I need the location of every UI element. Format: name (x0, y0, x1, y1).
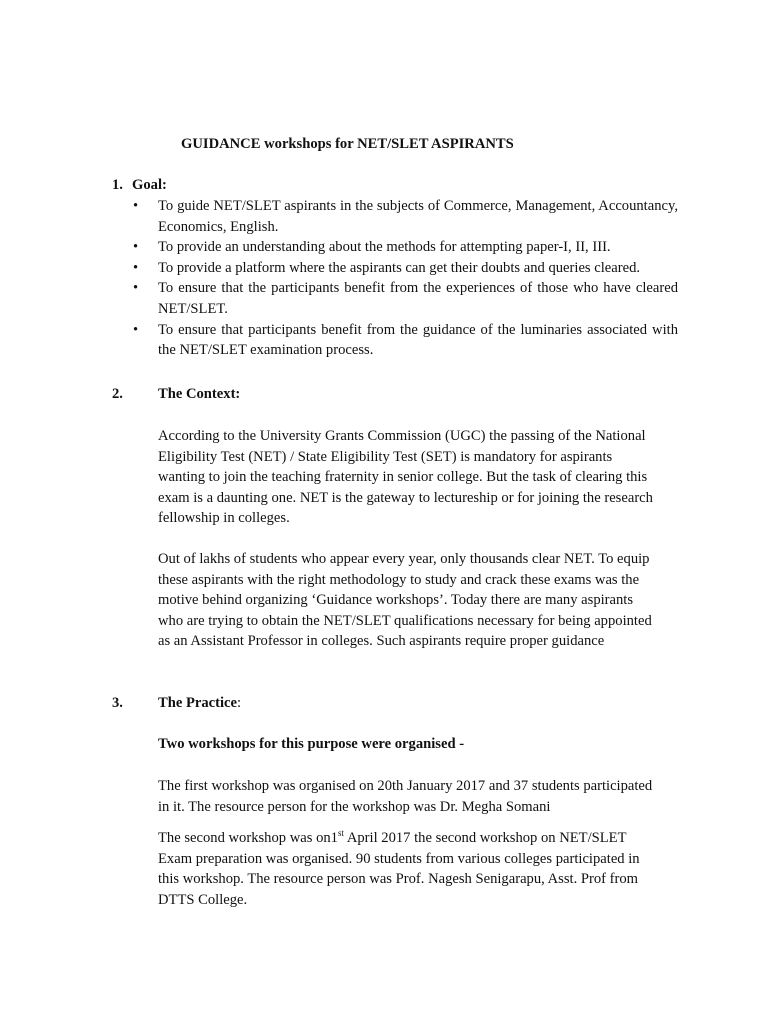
ordinal-suffix: st (337, 828, 344, 838)
goal-item: • To guide NET/SLET aspirants in the subjects of Commerce, Management, Accountancy, Economics, English. (133, 198, 678, 235)
bullet-icon: • (133, 321, 139, 338)
section-title: The Practice (158, 695, 238, 711)
section-practice-heading: 3. The Practice: (112, 693, 241, 714)
bullet-icon: • (133, 198, 139, 214)
bullet-icon: • (133, 280, 139, 297)
section-number: 3. (112, 695, 123, 711)
goal-item: • To ensure that the participants benefit from the experiences of those who have cleared NET/SLET. (133, 280, 678, 317)
bullet-icon: • (133, 239, 139, 256)
goal-list (133, 196, 678, 361)
section-number: 2. (112, 386, 123, 402)
section-title: The Context: (158, 386, 241, 402)
practice-paragraph-1: The first workshop was organised on 20th January 2017 and 37 students participated in it. The resource person for the workshop was Dr. Megha Somani (158, 778, 653, 815)
context-paragraph-2: Out of lakhs of students who appear every year, only thousands clear NET. To equip these aspirants with the right methodology to study and crack these exams was the motive behind organizing ‘Guidance workshops’. Today there are many aspirants who are trying to obtain the NET/SLET qualifications necessary for being appointed as an Assistant Professor in colleges. Such aspirants require proper guidance (158, 551, 652, 650)
practice-paragraph-2: The second workshop was on1st April 2017 the second workshop on NET/SLET Exam preparation was organised. 90 students from various colleges participated in this workshop. The resource person was Prof. Nagesh Senigarapu, Asst. Prof from DTTS College. (158, 828, 640, 908)
context-paragraph-1: According to the University Grants Commission (UGC) the passing of the National Eligibility Test (NET) / State Eligibility Test (SET) is mandatory for aspirants wanting to join the teaching fraternity in senior college. But the task of clearing this exam is a daunting one. NET is the gateway to lectureship or for joining the research fellowship in colleges. (158, 428, 653, 527)
goal-item: • To provide a platform where the aspirants can get their doubts and queries cleared. (158, 258, 678, 279)
bullet-icon: • (133, 259, 139, 276)
section-title: Goal: (132, 177, 167, 193)
section-number: 1. (112, 177, 123, 193)
section-goal-heading (112, 175, 167, 196)
goal-item: • To ensure that participants benefit from the guidance of the luminaries associated with the NET/SLET examination process. (133, 321, 678, 359)
document-title: GUIDANCE workshops for NET/SLET ASPIRANTS (181, 136, 514, 152)
practice-subheading: Two workshops for this purpose were organised - (158, 736, 465, 752)
goal-item: • To provide an understanding about the methods for attempting paper-I, II, III. (158, 237, 678, 258)
section-context-heading (112, 384, 240, 405)
